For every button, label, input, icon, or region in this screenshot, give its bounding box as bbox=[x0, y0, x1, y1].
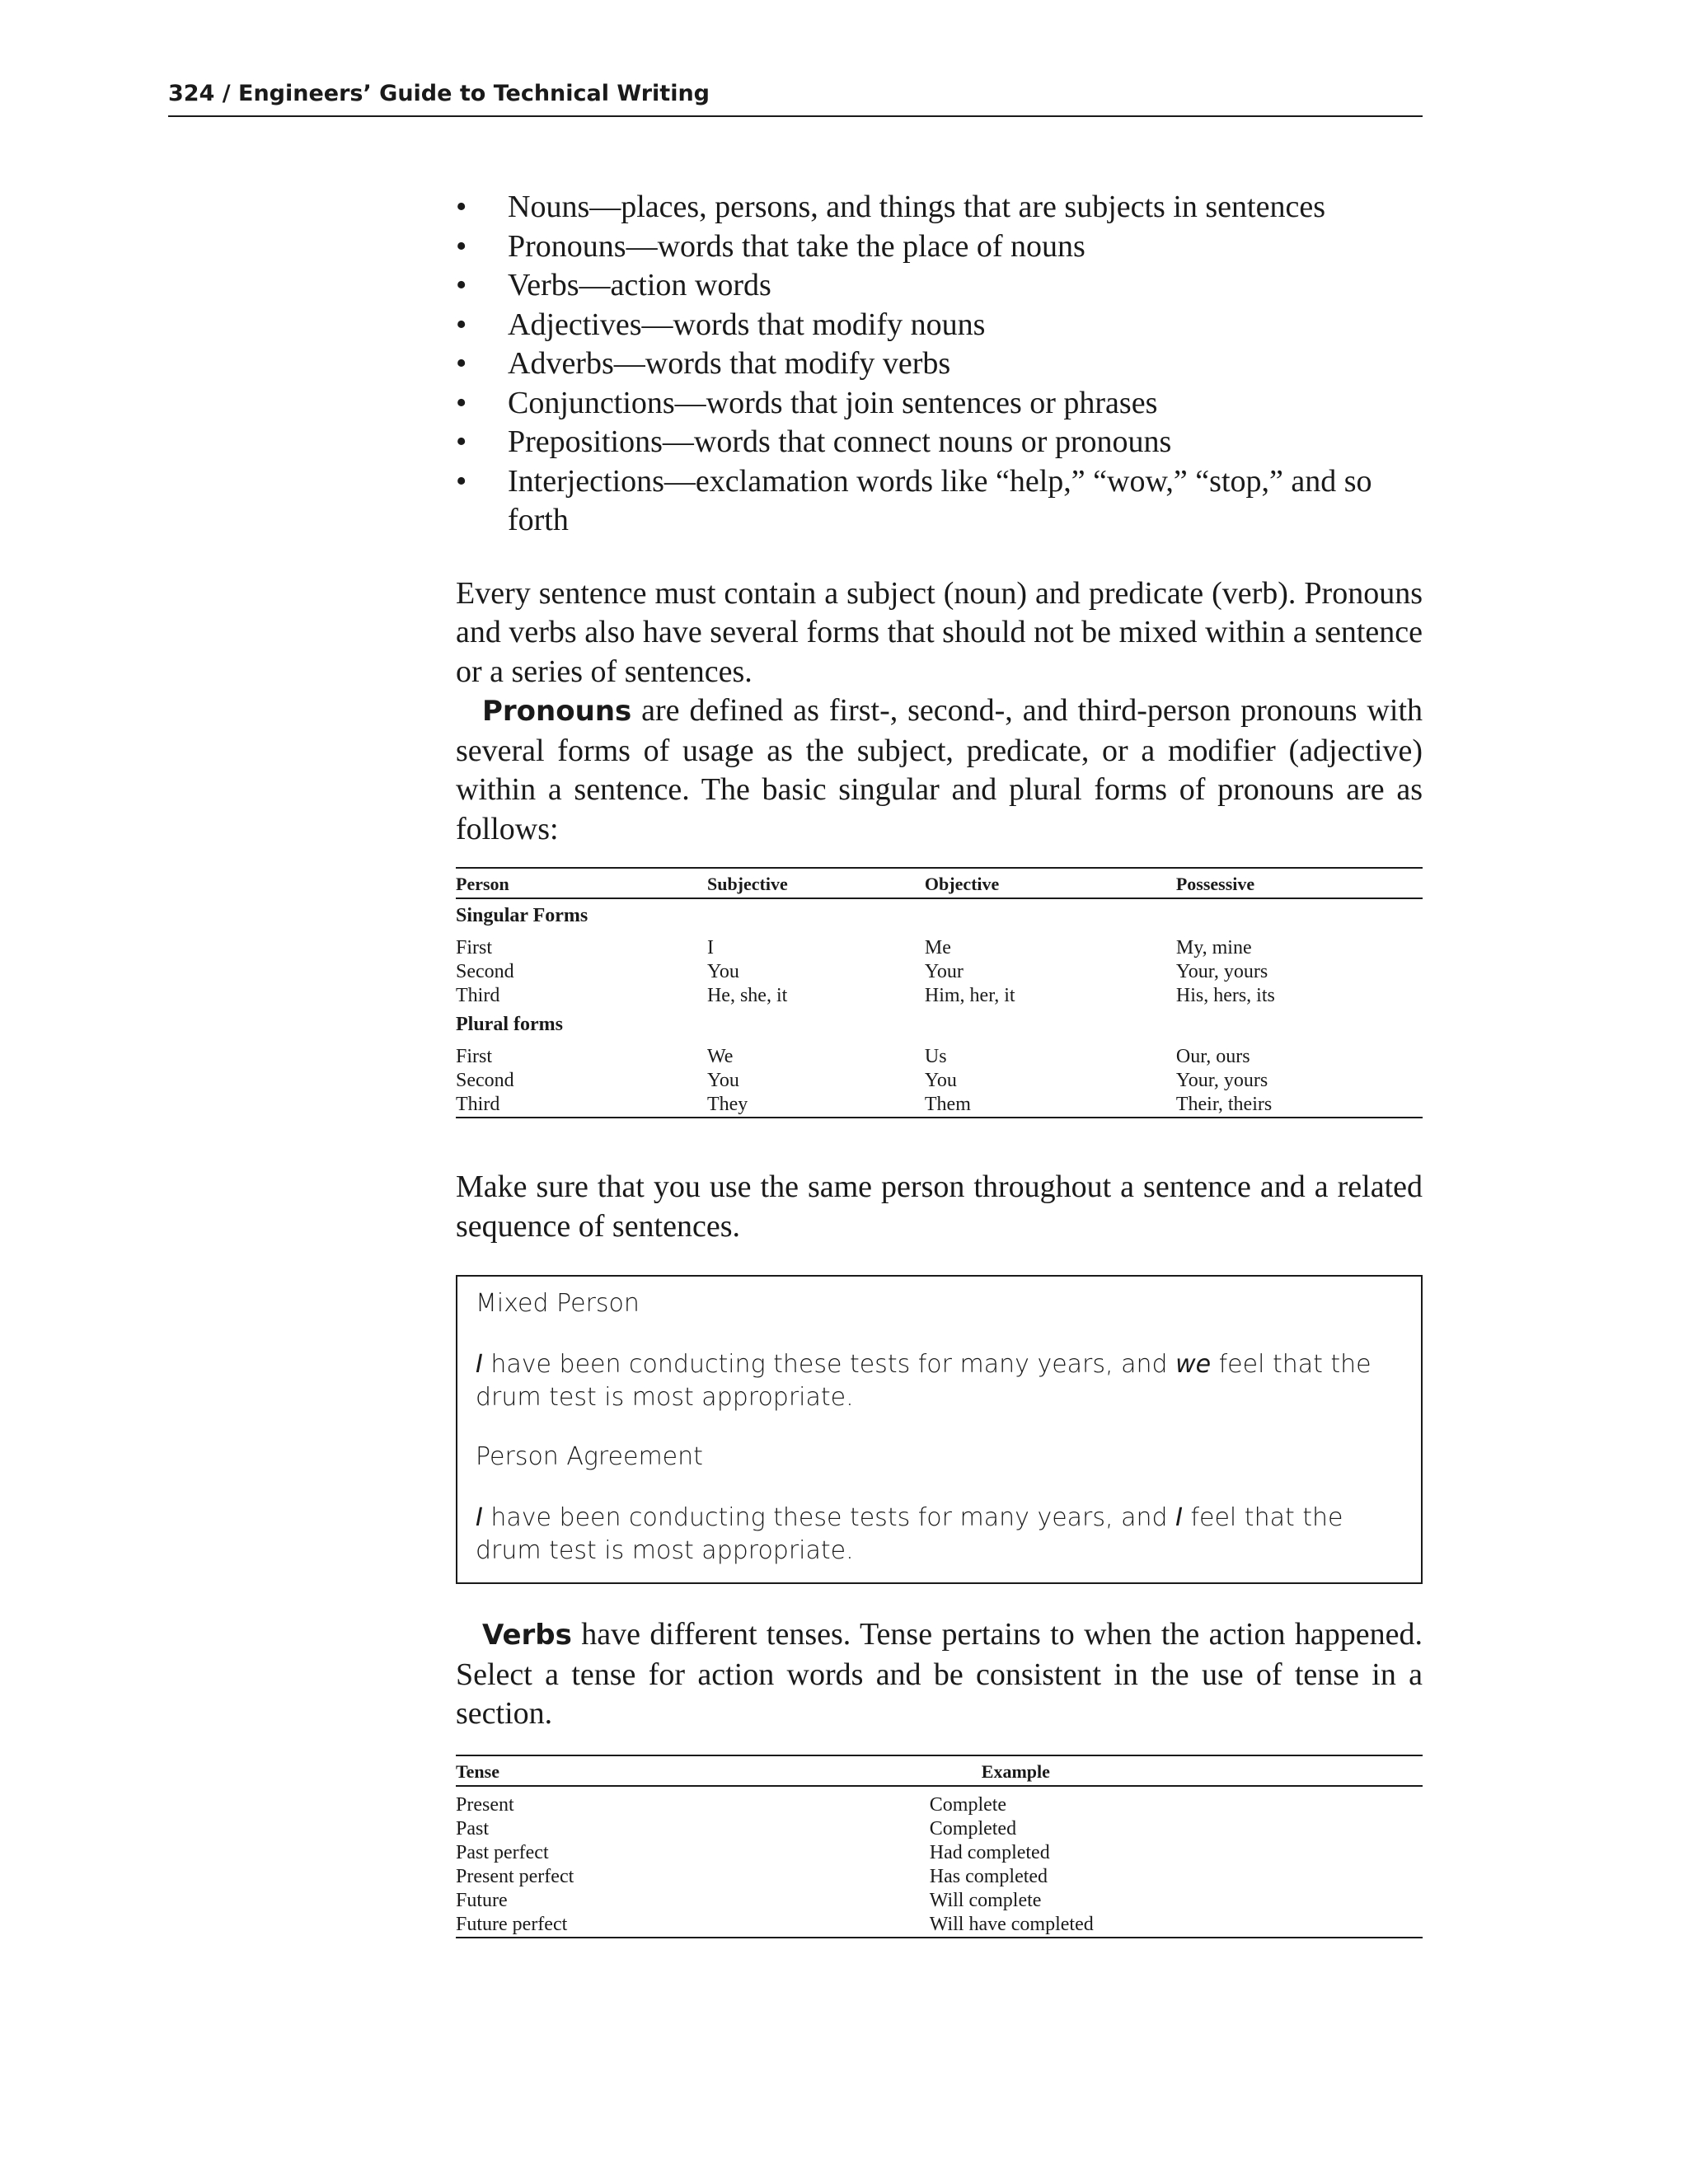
bullet-icon: • bbox=[456, 463, 467, 499]
table-cell: Us bbox=[924, 1046, 947, 1067]
mixed-person-heading: Mixed Person bbox=[476, 1289, 640, 1318]
verbs-text: have different tenses. Tense pertains to when the action happened. Select a tense for action words and be consistent in the use of tense in a section. bbox=[456, 1617, 1423, 1731]
paragraph-subject-predicate: Every sentence must contain a subject (noun) and predicate (verb). Pronouns and verbs also have several forms that should not be mixed within a sentence or a series of sentences. bbox=[456, 575, 1423, 689]
table-cell: Had completed bbox=[929, 1841, 1050, 1863]
column-header: Subjective bbox=[707, 868, 925, 898]
table-cell: Our, ours bbox=[1175, 1046, 1250, 1067]
table-cell: You bbox=[924, 1070, 957, 1091]
table-cell: Your, yours bbox=[1175, 1070, 1268, 1091]
bullet-icon: • bbox=[456, 385, 467, 420]
table-cell: His, hers, its bbox=[1175, 985, 1275, 1006]
pronouns-text: are defined as first-, second-, and third-person pronouns with several forms of usage as the subject, predicate, or a modifier (adjective) within a sentence. The basic singular and plural forms of pronouns are as follows: bbox=[456, 693, 1423, 846]
column-header: Person bbox=[456, 868, 707, 898]
table-cell: Your, yours bbox=[1175, 961, 1268, 982]
list-item-text: Prepositions—words that connect nouns or pronouns bbox=[508, 424, 1172, 459]
table-cell: Future perfect bbox=[456, 1913, 930, 1938]
example-text: have been conducting these tests for many years, and bbox=[482, 1503, 1176, 1532]
table-cell: Will have completed bbox=[930, 1913, 1423, 1938]
parts-of-speech-list bbox=[456, 188, 1423, 541]
section-label: Singular Forms bbox=[456, 905, 588, 926]
table-cell: Future bbox=[456, 1889, 508, 1911]
table-cell: Complete bbox=[929, 1793, 1007, 1816]
list-item-text: Conjunctions—words that join sentences or phrases bbox=[508, 385, 1158, 420]
bullet-icon: • bbox=[456, 268, 467, 302]
table-cell: You bbox=[706, 961, 739, 982]
table-cell: Second bbox=[456, 1070, 514, 1091]
table-cell: Your bbox=[924, 961, 964, 982]
pronoun-table bbox=[456, 867, 1423, 1118]
table-cell: Will complete bbox=[929, 1889, 1042, 1911]
bullet-icon: • bbox=[456, 228, 467, 264]
example-text: have been conducting these tests for many years, and bbox=[482, 1350, 1176, 1379]
table-cell: Past bbox=[456, 1817, 490, 1840]
tense-table bbox=[456, 1755, 1423, 1938]
list-item bbox=[456, 344, 1423, 384]
person-agreement-example bbox=[476, 1502, 1403, 1568]
person-agreement-heading: Person Agreement bbox=[476, 1442, 703, 1471]
list-item bbox=[456, 306, 1423, 345]
emphasis: I bbox=[476, 1503, 483, 1532]
table-row bbox=[456, 1093, 1423, 1118]
table-cell: You bbox=[706, 1070, 739, 1091]
list-item-text: Adjectives—words that modify nouns bbox=[508, 307, 986, 342]
table-cell: First bbox=[456, 1046, 493, 1067]
table-cell: Third bbox=[456, 985, 500, 1006]
column-header: Possessive bbox=[1176, 868, 1423, 898]
table-row bbox=[456, 1865, 1423, 1889]
table-cell: They bbox=[707, 1093, 925, 1118]
table-row bbox=[456, 1841, 1423, 1865]
section-label: Plural forms bbox=[456, 1014, 563, 1035]
list-item bbox=[456, 423, 1423, 462]
table-section-row bbox=[456, 1008, 1423, 1045]
table-cell: Second bbox=[456, 961, 514, 982]
table-cell: Him, her, it bbox=[924, 985, 1015, 1006]
running-head: 324 / Engineers’ Guide to Technical Writing bbox=[168, 81, 1423, 117]
table-header-row bbox=[456, 1755, 1423, 1786]
bullet-icon: • bbox=[456, 346, 467, 381]
table-header-row bbox=[456, 868, 1423, 898]
list-item bbox=[456, 462, 1423, 541]
list-item-text: Pronouns—words that take the place of nouns bbox=[508, 228, 1085, 264]
table-cell: We bbox=[706, 1046, 734, 1067]
table-cell: Them bbox=[925, 1093, 1176, 1118]
emphasis: we bbox=[1175, 1350, 1212, 1379]
table-row bbox=[456, 1817, 1423, 1841]
list-item-text: Verbs—action words bbox=[508, 268, 771, 302]
table-cell: Has completed bbox=[929, 1865, 1048, 1887]
paragraph-same-person: Make sure that you use the same person throughout a sentence and a related sequence of sentences. bbox=[456, 1169, 1423, 1244]
bullet-icon: • bbox=[456, 190, 467, 224]
bullet-icon: • bbox=[456, 424, 467, 459]
bullet-icon: • bbox=[456, 307, 467, 342]
table-section-row bbox=[456, 898, 1423, 936]
example-text: feel that the drum test is most appropriate. bbox=[476, 1503, 1343, 1565]
table-cell: Past perfect bbox=[456, 1841, 549, 1863]
mixed-person-example bbox=[476, 1348, 1403, 1414]
paragraph-pronouns bbox=[456, 691, 1423, 849]
table-cell: Present bbox=[456, 1793, 514, 1816]
column-header: Example bbox=[930, 1755, 1423, 1786]
table-cell: First bbox=[456, 937, 493, 958]
example-box bbox=[456, 1275, 1423, 1584]
column-header: Tense bbox=[456, 1755, 930, 1786]
table-cell: My, mine bbox=[1175, 937, 1252, 958]
verbs-lead-term: Verbs bbox=[482, 1619, 572, 1652]
paragraph-verbs bbox=[456, 1615, 1423, 1734]
emphasis: I bbox=[1175, 1503, 1183, 1532]
table-cell: Me bbox=[924, 937, 951, 958]
page-content bbox=[456, 188, 1423, 1938]
list-item-text: Adverbs—words that modify verbs bbox=[508, 346, 951, 381]
column-header: Objective bbox=[925, 868, 1176, 898]
table-row bbox=[456, 936, 1423, 960]
table-row bbox=[456, 984, 1423, 1008]
table-row bbox=[456, 1913, 1423, 1938]
list-item bbox=[456, 384, 1423, 424]
example-text: feel that the drum test is most appropriate. bbox=[476, 1350, 1372, 1412]
table-cell: Completed bbox=[929, 1817, 1017, 1840]
list-item-text: Interjections—exclamation words like “help,” “wow,” “stop,” and so forth bbox=[508, 463, 1372, 537]
table-row bbox=[456, 1045, 1423, 1069]
list-item-text: Nouns—places, persons, and things that are subjects in sentences bbox=[508, 190, 1325, 224]
table-cell: He, she, it bbox=[706, 985, 788, 1006]
table-cell: I bbox=[706, 937, 714, 958]
emphasis: I bbox=[476, 1350, 483, 1379]
pronouns-lead-term: Pronouns bbox=[482, 695, 632, 728]
table-row bbox=[456, 1889, 1423, 1913]
table-row bbox=[456, 1786, 1423, 1817]
list-item bbox=[456, 266, 1423, 306]
list-item bbox=[456, 188, 1423, 227]
table-row bbox=[456, 960, 1423, 984]
table-cell: Their, theirs bbox=[1176, 1093, 1423, 1118]
table-cell: Present perfect bbox=[456, 1865, 574, 1887]
table-cell: Third bbox=[456, 1093, 707, 1118]
table-row bbox=[456, 1069, 1423, 1093]
list-item bbox=[456, 227, 1423, 267]
